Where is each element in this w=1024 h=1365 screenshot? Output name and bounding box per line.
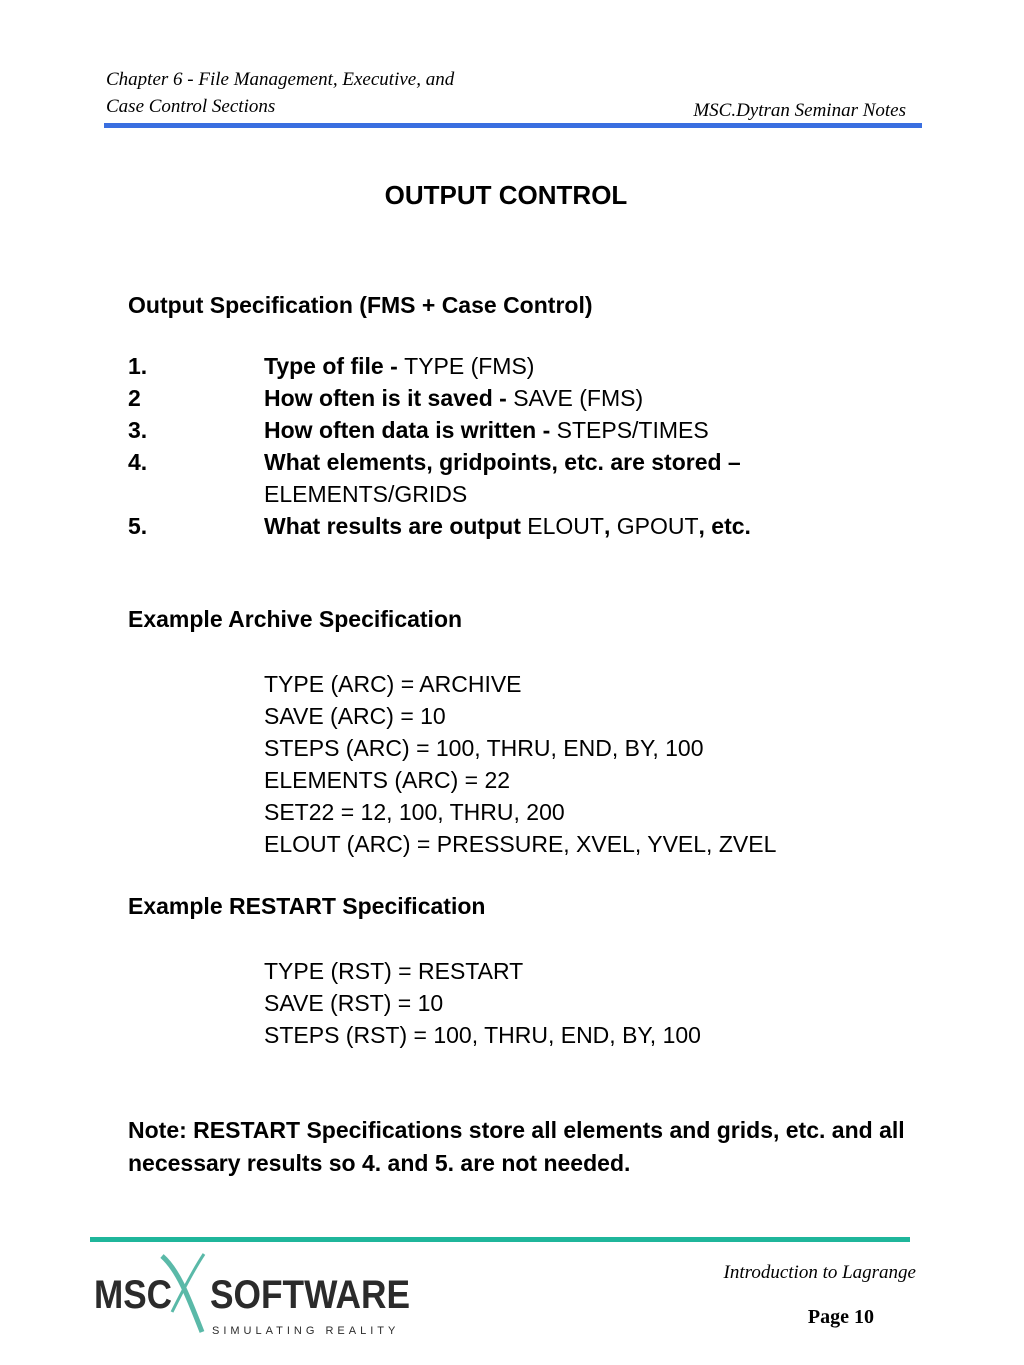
list-item-text bbox=[264, 382, 643, 414]
list-item-number: 2 bbox=[128, 385, 141, 411]
msc-software-logo bbox=[92, 1250, 422, 1342]
archive-line: STEPS (ARC) = 100, THRU, END, BY, 100 bbox=[264, 735, 704, 761]
header-divider bbox=[104, 123, 922, 128]
list-item-text bbox=[264, 510, 751, 542]
list-item-separator: , bbox=[603, 513, 617, 539]
logo-tagline: SIMULATING REALITY bbox=[212, 1325, 400, 1337]
output-spec-heading: Output Specification (FMS + Case Control) bbox=[128, 292, 593, 318]
list-item-text bbox=[264, 414, 709, 446]
list-item-tail: , etc. bbox=[698, 513, 751, 539]
restart-line: TYPE (RST) = RESTART bbox=[264, 958, 524, 984]
list-item-number: 5. bbox=[128, 513, 148, 539]
list-item-number: 1. bbox=[128, 353, 148, 379]
footer-divider bbox=[90, 1237, 910, 1242]
list-item-value: ELEMENTS/GRIDS bbox=[264, 481, 468, 507]
list-item-bold: What elements, gridpoints, etc. are stored – bbox=[264, 449, 741, 475]
archive-line: TYPE (ARC) = ARCHIVE bbox=[264, 671, 522, 697]
list-item-value: ELOUT bbox=[527, 513, 604, 539]
list-item-value: SAVE (FMS) bbox=[513, 385, 644, 411]
chapter-title-line-2: Case Control Sections bbox=[106, 96, 276, 117]
list-item-bold: What results are output bbox=[264, 513, 528, 539]
list-item-bold: How often data is written - bbox=[264, 417, 557, 443]
archive-line: SAVE (ARC) = 10 bbox=[264, 703, 446, 729]
list-item-bold: How often is it saved - bbox=[264, 385, 514, 411]
restart-heading: Example RESTART Specification bbox=[128, 893, 486, 919]
list-item-value-2: GPOUT bbox=[616, 513, 699, 539]
list-item-text bbox=[264, 350, 534, 382]
archive-line: ELEMENTS (ARC) = 22 bbox=[264, 767, 511, 793]
list-item-bold: Type of file - bbox=[264, 353, 405, 379]
restart-line: STEPS (RST) = 100, THRU, END, BY, 100 bbox=[264, 1022, 701, 1048]
list-item-value: STEPS/TIMES bbox=[556, 417, 709, 443]
archive-heading: Example Archive Specification bbox=[128, 606, 463, 632]
chapter-title bbox=[106, 66, 546, 120]
header-seminar-notes: MSC.Dytran Seminar Notes bbox=[693, 100, 906, 121]
list-item-text bbox=[264, 446, 741, 478]
list-item-number: 3. bbox=[128, 417, 148, 443]
restart-line: SAVE (RST) = 10 bbox=[264, 990, 444, 1016]
footer-course-title: Introduction to Lagrange bbox=[723, 1262, 916, 1283]
page-number: Page 10 bbox=[807, 1306, 874, 1328]
logo-right-word: SOFTWARE bbox=[210, 1273, 410, 1317]
page-title: OUTPUT CONTROL bbox=[384, 180, 628, 210]
archive-line: ELOUT (ARC) = PRESSURE, XVEL, YVEL, ZVEL bbox=[264, 831, 777, 857]
logo-left-word: MSC bbox=[94, 1273, 172, 1317]
note-paragraph: Note: RESTART Specifications store all elements and grids, etc. and all necessary results so 4. and 5. are not needed. bbox=[128, 1117, 905, 1176]
list-item-value: TYPE (FMS) bbox=[404, 353, 535, 379]
chapter-title-line-1: Chapter 6 - File Management, Executive, and bbox=[106, 69, 455, 90]
list-item-number: 4. bbox=[128, 449, 148, 475]
archive-line: SET22 = 12, 100, THRU, 200 bbox=[264, 799, 565, 825]
